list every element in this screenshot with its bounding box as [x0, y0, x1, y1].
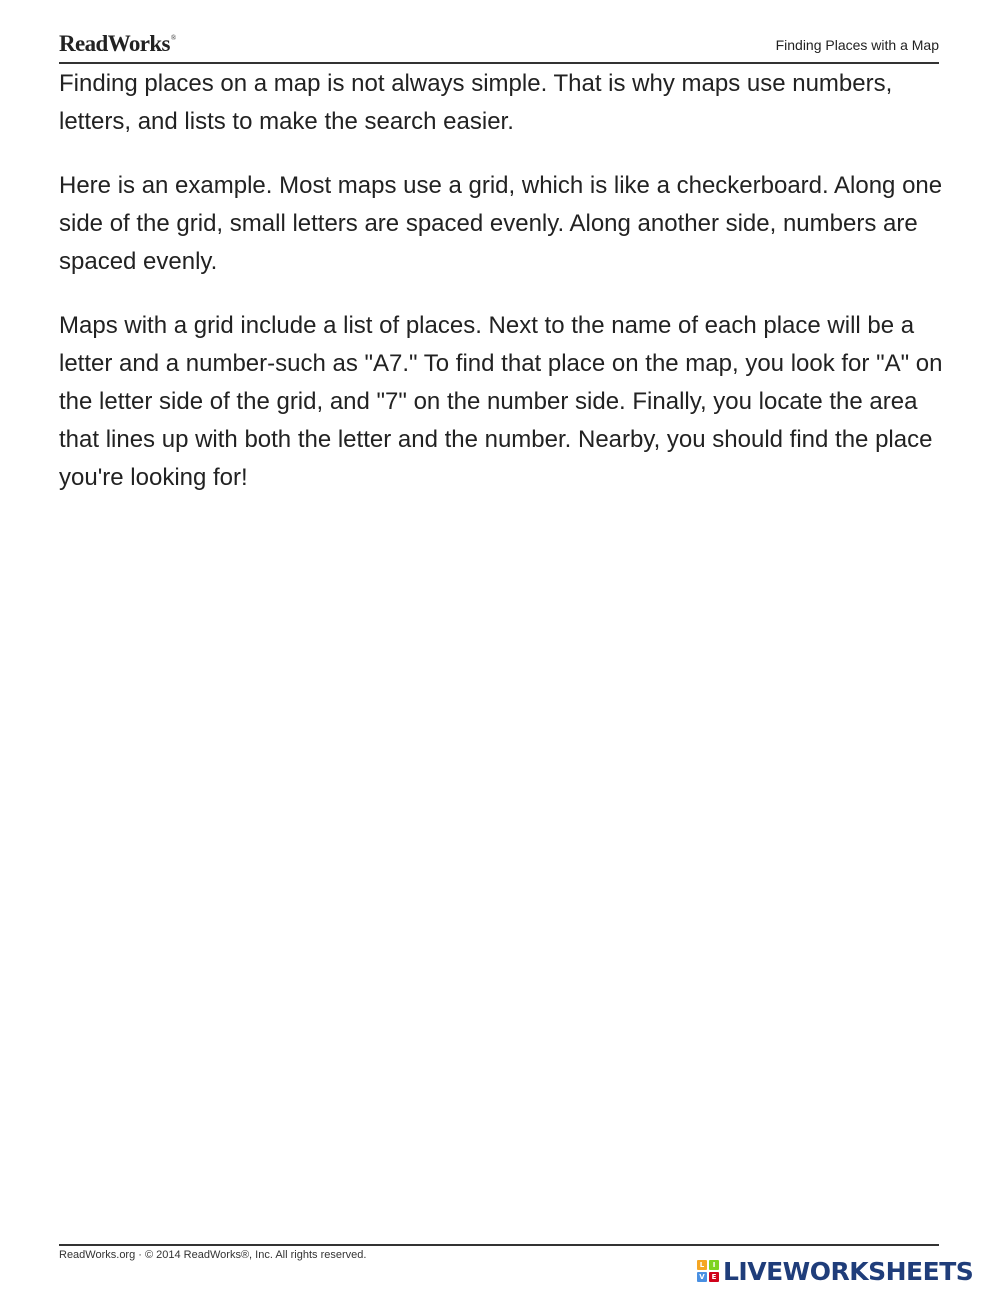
liveworksheets-grid-icon — [697, 1260, 719, 1282]
liveworksheets-wordmark: LIVEWORKSHEETS — [723, 1256, 974, 1286]
lw-cell-v: V — [697, 1272, 707, 1282]
lw-cell-i: I — [709, 1260, 719, 1270]
brand-name: ReadWorks — [59, 31, 170, 56]
brand-registered-mark: ® — [170, 34, 176, 43]
document-title: Finding Places with a Map — [775, 37, 939, 53]
paragraph-3: Maps with a grid include a list of places. Next to the name of each place will be a letter and a number-such as "A7." To find that place on the map, you look for "A" on the letter side of the grid, and "7" on the number side. Finally, you locate the area that lines up with both the letter and the number. Nearby, you should find the place you're looking for! — [59, 312, 943, 491]
paragraph-1: Finding places on a map is not always simple. That is why maps use numbers, letters, and lists to make the search easier. — [59, 70, 893, 135]
readworks-logo — [59, 31, 176, 57]
copyright-notice: ReadWorks.org · © 2014 ReadWorks®, Inc. All rights reserved. — [59, 1249, 367, 1261]
lw-cell-l: L — [697, 1260, 707, 1270]
liveworksheets-logo — [697, 1257, 973, 1285]
page-header — [59, 30, 939, 64]
article-body — [59, 65, 949, 523]
paragraph-2: Here is an example. Most maps use a grid, which is like a checkerboard. Along one side of the grid, small letters are spaced evenly. Along another side, numbers are spaced evenly. — [59, 172, 943, 275]
page-footer — [59, 1244, 939, 1261]
lw-cell-e: E — [709, 1272, 719, 1282]
